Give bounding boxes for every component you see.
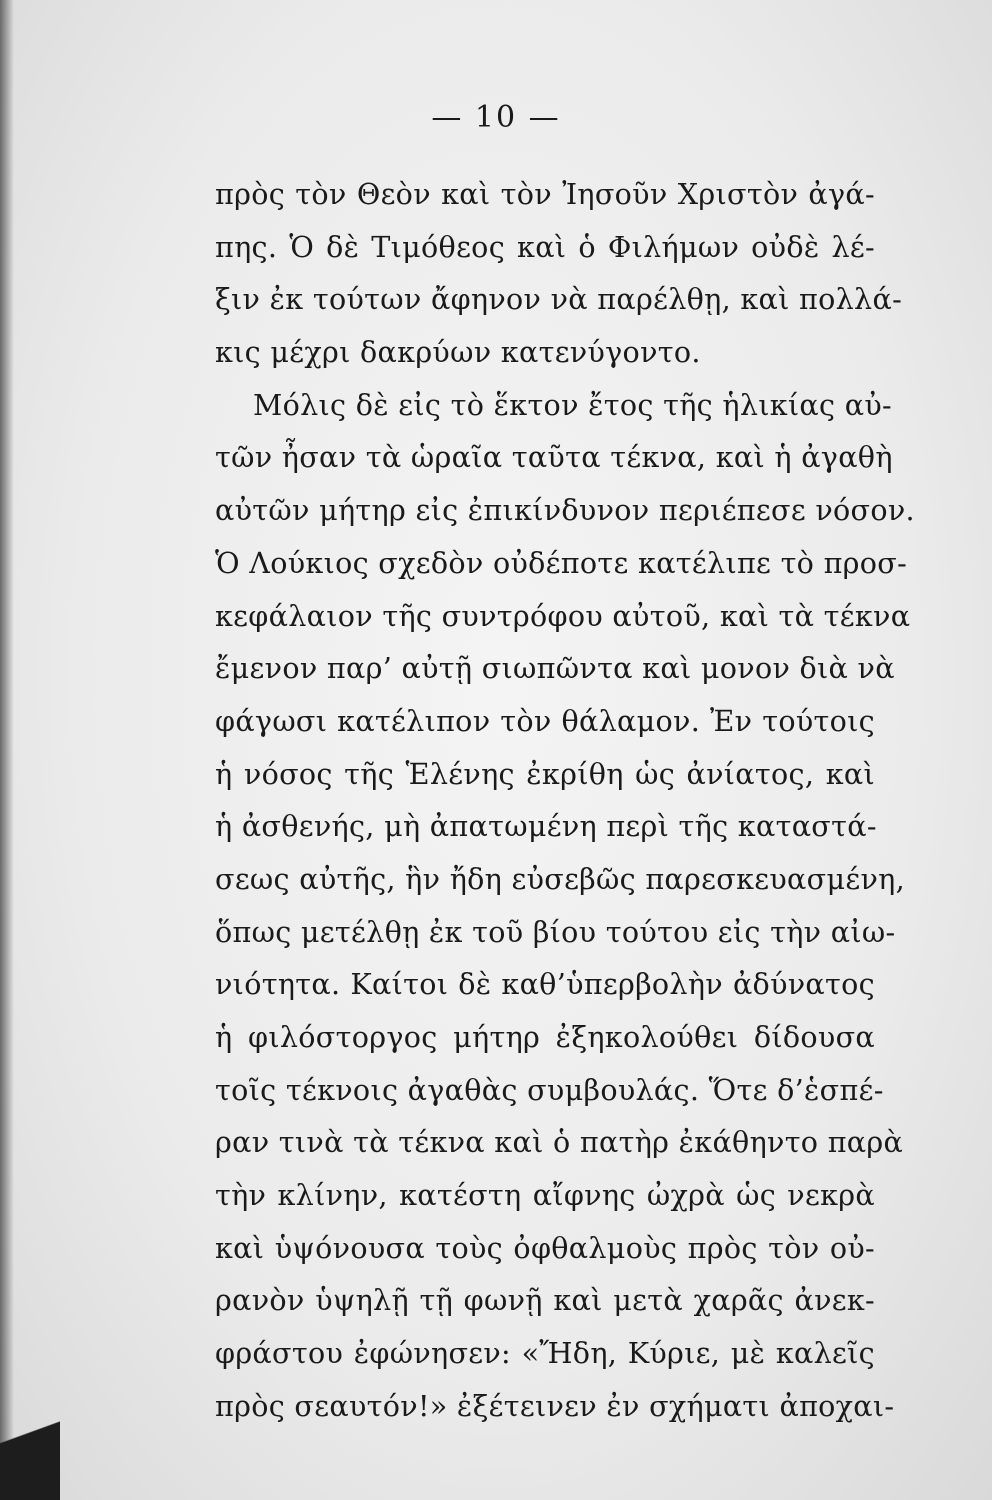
text-line: κεφάλαιον τῆς συντρόφου αὐτοῦ, καὶ τὰ τέκνα bbox=[215, 598, 911, 633]
text-line: ραν τινὰ τὰ τέκνα καὶ ὁ πατὴρ ἐκάθηντο παρὰ bbox=[215, 1125, 904, 1160]
text-line: ἡ ἀσθενής, μὴ ἀπατωμένη περὶ τῆς καταστά- bbox=[215, 809, 877, 844]
text-line: ὅπως μετέλθῃ ἐκ τοῦ βίου τούτου εἰς τὴν αἰω- bbox=[215, 914, 896, 949]
page-edge-shadow bbox=[0, 0, 14, 1500]
text-line: καὶ ὑψόνουσα τοὺς ὀφθαλμοὺς πρὸς τὸν οὐ- bbox=[215, 1230, 875, 1265]
text-line: τὴν κλίνην, κατέστη αἴφνης ὠχρὰ ὡς νεκρὰ bbox=[215, 1178, 875, 1213]
text-line: ἡ φιλόστοργος μήτηρ ἐξηκολούθει δίδουσα bbox=[215, 1020, 875, 1054]
text-line: πρὸς σεαυτόν!» ἐξέτεινεν ἐν σχήματι ἀποχαι- bbox=[215, 1388, 895, 1423]
text-line: αὐτῶν μήτηρ εἰς ἐπικίνδυνον περιέπεσε νόσον. bbox=[215, 493, 915, 528]
text-line: Μόλις δὲ εἰς τὸ ἕκτον ἔτος τῆς ἡλικίας αὐ- bbox=[253, 387, 892, 422]
text-line: Ὁ Λούκιος σχεδὸν οὐδέποτε κατέλιπε τὸ προσ- bbox=[215, 545, 908, 580]
text-line: κις μέχρι δακρύων κατενύγοντο. bbox=[215, 335, 701, 370]
text-line: ξιν ἐκ τούτων ἄφηνον νὰ παρέλθῃ, καὶ πολλά- bbox=[215, 282, 903, 317]
body-text bbox=[215, 168, 915, 1433]
text-line: φράστου ἐφώνησεν: «Ἤδη, Κύριε, μὲ καλεῖς bbox=[215, 1336, 875, 1371]
text-line: πρὸς τὸν Θεὸν καὶ τὸν Ἰησοῦν Χριστὸν ἀγά- bbox=[215, 177, 875, 211]
page-number: — 10 — bbox=[431, 100, 561, 135]
text-line: ρανὸν ὑψηλῇ τῇ φωνῇ καὶ μετὰ χαρᾶς ἀνεκ- bbox=[215, 1283, 875, 1318]
text-line: ἡ νόσος τῆς Ἑλένης ἐκρίθη ὡς ἀνίατος, καὶ bbox=[215, 756, 875, 791]
text-line: τοῖς τέκνοις ἀγαθὰς συμβουλάς. Ὅτε δ’ἑσπέ- bbox=[215, 1072, 884, 1107]
text-line: τῶν ἦσαν τὰ ὡραῖα ταῦτα τέκνα, καὶ ἡ ἀγαθὴ bbox=[215, 440, 893, 475]
text-line: πης. Ὁ δὲ Τιμόθεος καὶ ὁ Φιλήμων οὐδὲ λέ- bbox=[215, 229, 875, 264]
text-line: φάγωσι κατέλιπον τὸν θάλαμον. Ἐν τούτοις bbox=[215, 703, 875, 738]
text-line: σεως αὐτῆς, ἣν ἤδη εὐσεβῶς παρεσκευασμένη, bbox=[215, 861, 905, 896]
text-line: ἔμενον παρ’ αὐτῇ σιωπῶντα καὶ μονον διὰ νὰ bbox=[215, 651, 895, 686]
text-line: νιότητα. Καίτοι δὲ καθ’ὑπερβολὴν ἀδύνατος bbox=[215, 967, 875, 1002]
page-corner-shadow bbox=[0, 1400, 60, 1500]
